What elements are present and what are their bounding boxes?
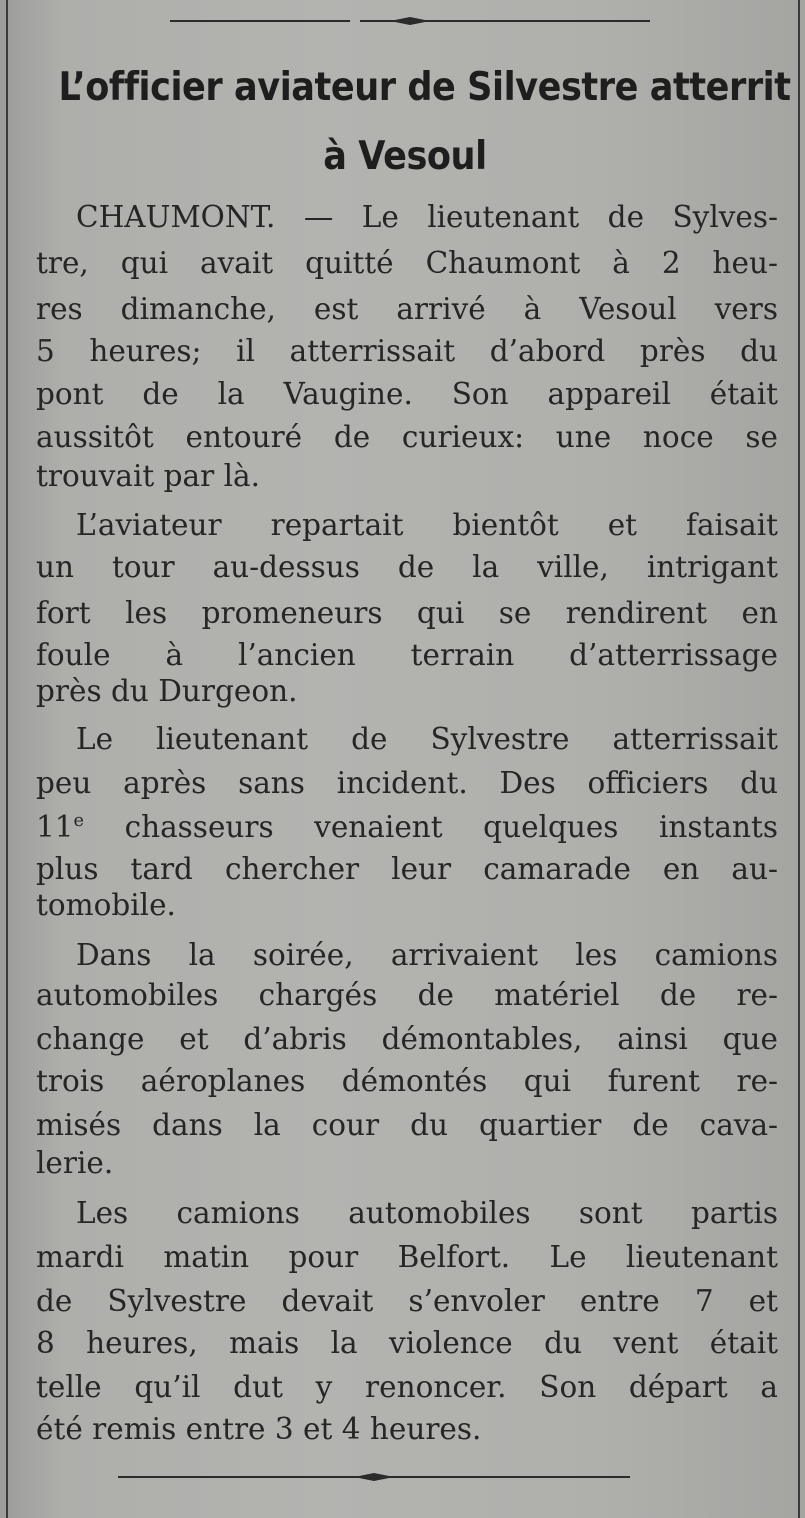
bottom-ornament-rule <box>118 1472 630 1482</box>
body-line: CHAUMONT. — Le lieutenant de Sylves- <box>76 200 778 234</box>
body-line: Les camions automobiles sont partis <box>76 1196 778 1230</box>
body-line: fort les promeneurs qui se rendirent en <box>36 596 778 630</box>
body-line: aussitôt entouré de curieux: une noce se <box>36 420 778 454</box>
ordinal-suffix: e <box>73 811 85 832</box>
body-line: mardi matin pour Belfort. Le lieutenant <box>36 1240 778 1274</box>
body-line: tre, qui avait quitté Chaumont à 2 heu- <box>36 246 778 280</box>
body-line: de Sylvestre devait s’envoler entre 7 et <box>36 1284 778 1318</box>
body-line: misés dans la cour du quartier de cava- <box>36 1108 778 1142</box>
dateline: CHAUMONT. <box>76 200 276 234</box>
ordinal-number: 11 <box>36 810 74 844</box>
body-line: lerie. <box>36 1146 114 1180</box>
body-line: automobiles chargés de matériel de re- <box>36 978 778 1012</box>
body-line: pont de la Vaugine. Son appareil était <box>36 377 778 411</box>
body-line: un tour au-dessus de la ville, intrigant <box>36 550 778 584</box>
body-line: Le lieutenant de Sylvestre atterrissait <box>76 722 778 756</box>
body-line: trouvait par là. <box>36 459 260 493</box>
body-line: 8 heures, mais la violence du vent était <box>36 1326 778 1360</box>
body-line: 5 heures; il atterrissait d’abord près du <box>36 334 778 368</box>
body-line: trois aéroplanes démontés qui furent re- <box>36 1064 778 1098</box>
headline-line-2: à Vesoul <box>323 134 487 179</box>
body-line: telle qu’il dut y renoncer. Son départ a <box>36 1370 778 1404</box>
body-line: été remis entre 3 et 4 heures. <box>36 1412 482 1446</box>
column-rule-left <box>6 0 8 1518</box>
body-line: L’aviateur repartait bientôt et faisait <box>76 508 778 542</box>
top-ornament-rule <box>170 16 650 26</box>
body-line: foule à l’ancien terrain d’atterrissage <box>36 638 778 672</box>
body-line: peu après sans incident. Des officiers du <box>36 766 778 800</box>
body-line: plus tard chercher leur camarade en au- <box>36 852 778 886</box>
body-line: près du Durgeon. <box>36 674 298 708</box>
headline-line-1: L’officier aviateur de Silvestre atterrit <box>58 65 791 110</box>
body-line: 11e chasseurs venaient quelques instants <box>36 810 778 844</box>
body-line: tomobile. <box>36 888 176 922</box>
column-rule-right <box>798 0 800 1518</box>
body-line: Dans la soirée, arrivaient les camions <box>76 938 778 972</box>
body-line: change et d’abris démontables, ainsi que <box>36 1022 778 1056</box>
body-line: res dimanche, est arrivé à Vesoul vers <box>36 292 778 326</box>
